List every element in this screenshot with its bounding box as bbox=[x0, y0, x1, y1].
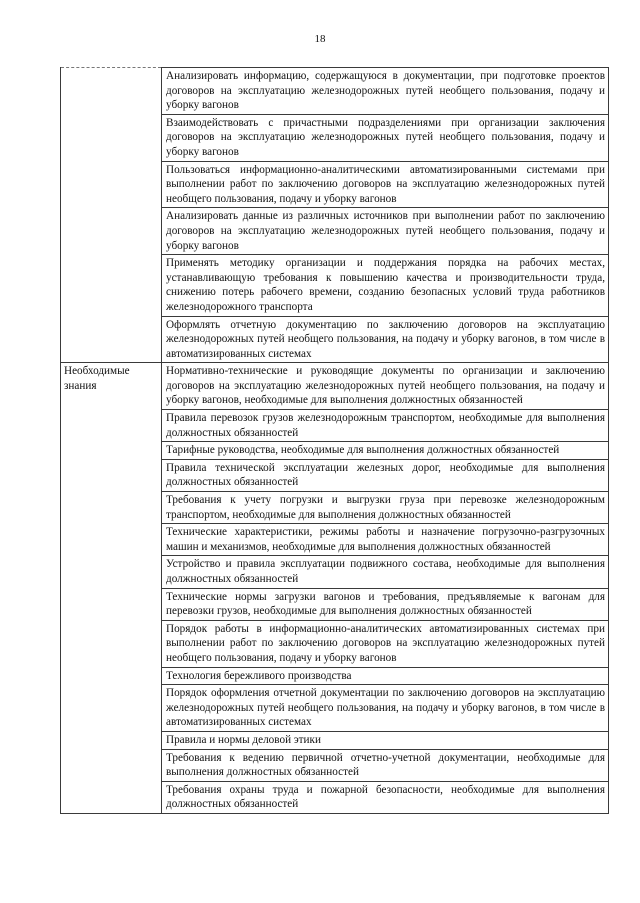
knowledge-item: Технология бережливого производства bbox=[162, 667, 609, 685]
table-row bbox=[61, 68, 609, 115]
table-row bbox=[61, 363, 609, 410]
knowledge-item: Нормативно-технические и руководящие документы по организации и заключению договоров на эксплуатацию железнодорожных путей необщего пользования, на подачу и уборку вагонов, необходимые для выполнения должностных обязанностей bbox=[162, 363, 609, 410]
knowledge-label-cell: Необходимые знания bbox=[61, 363, 162, 814]
skill-item: Пользоваться информационно-аналитическими автоматизированными системами при выполнении работ по заключению договоров на эксплуатацию железнодорожных путей необщего пользования, подачу и уборку вагонов bbox=[162, 161, 609, 208]
page-number: 18 bbox=[314, 33, 326, 45]
knowledge-item: Порядок работы в информационно-аналитических автоматизированных системах при выполнении работ по заключению договоров на эксплуатацию железнодорожных путей необщего пользования, подачу и уборку вагонов bbox=[162, 620, 609, 667]
skill-item: Взаимодействовать с причастными подразделениями при организации заключения договоров на эксплуатацию железнодорожных путей необщего пользования, подачу и уборку вагонов bbox=[162, 114, 609, 161]
knowledge-item: Порядок оформления отчетной документации по заключению договоров на эксплуатацию железнодорожных путей необщего пользования, на подачу и уборку вагонов, в том числе в автоматизированных системах bbox=[162, 685, 609, 732]
knowledge-item: Требования к ведению первичной отчетно-учетной документации, необходимые для выполнения должностных обязанностей bbox=[162, 749, 609, 781]
competency-table bbox=[60, 67, 609, 814]
knowledge-item: Технические характеристики, режимы работы и назначение погрузочно-разгрузочных машин и механизмов, необходимые для выполнения должностных обязанностей bbox=[162, 524, 609, 556]
skill-item: Анализировать информацию, содержащуюся в документации, при подготовке проектов договоров на эксплуатацию железнодорожных путей необщего пользования, подачу и уборку вагонов bbox=[162, 68, 609, 115]
skill-item: Оформлять отчетную документацию по заключению договоров на эксплуатацию железнодорожных путей необщего пользования, на подачу и уборку вагонов, в том числе в автоматизированных системах bbox=[162, 316, 609, 363]
knowledge-item: Требования охраны труда и пожарной безопасности, необходимые для выполнения должностных обязанностей bbox=[162, 781, 609, 813]
knowledge-item: Тарифные руководства, необходимые для выполнения должностных обязанностей bbox=[162, 442, 609, 460]
skill-item: Анализировать данные из различных источников при выполнении работ по заключению договоров на эксплуатацию железнодорожных путей необщего пользования, подачу и уборку вагонов bbox=[162, 208, 609, 255]
skill-item: Применять методику организации и поддержания порядка на рабочих местах, устанавливающую требования к повышению качества и производительности труда, снижению потерь рабочего времени, созданию безопасных условий труда работников железнодорожного транспорта bbox=[162, 255, 609, 316]
knowledge-item: Технические нормы загрузки вагонов и требования, предъявляемые к вагонам для перевозки грузов, необходимые для выполнения должностных обязанностей bbox=[162, 588, 609, 620]
knowledge-item: Устройство и правила эксплуатации подвижного состава, необходимые для выполнения должностных обязанностей bbox=[162, 556, 609, 588]
knowledge-item: Требования к учету погрузки и выгрузки груза при перевозке железнодорожным транспортом, необходимые для выполнения должностных обязанностей bbox=[162, 492, 609, 524]
knowledge-item: Правила и нормы деловой этики bbox=[162, 731, 609, 749]
knowledge-item: Правила перевозок грузов железнодорожным транспортом, необходимые для выполнения должностных обязанностей bbox=[162, 410, 609, 442]
knowledge-item: Правила технической эксплуатации железных дорог, необходимые для выполнения должностных обязанностей bbox=[162, 459, 609, 491]
skills-label-cell bbox=[61, 68, 162, 363]
